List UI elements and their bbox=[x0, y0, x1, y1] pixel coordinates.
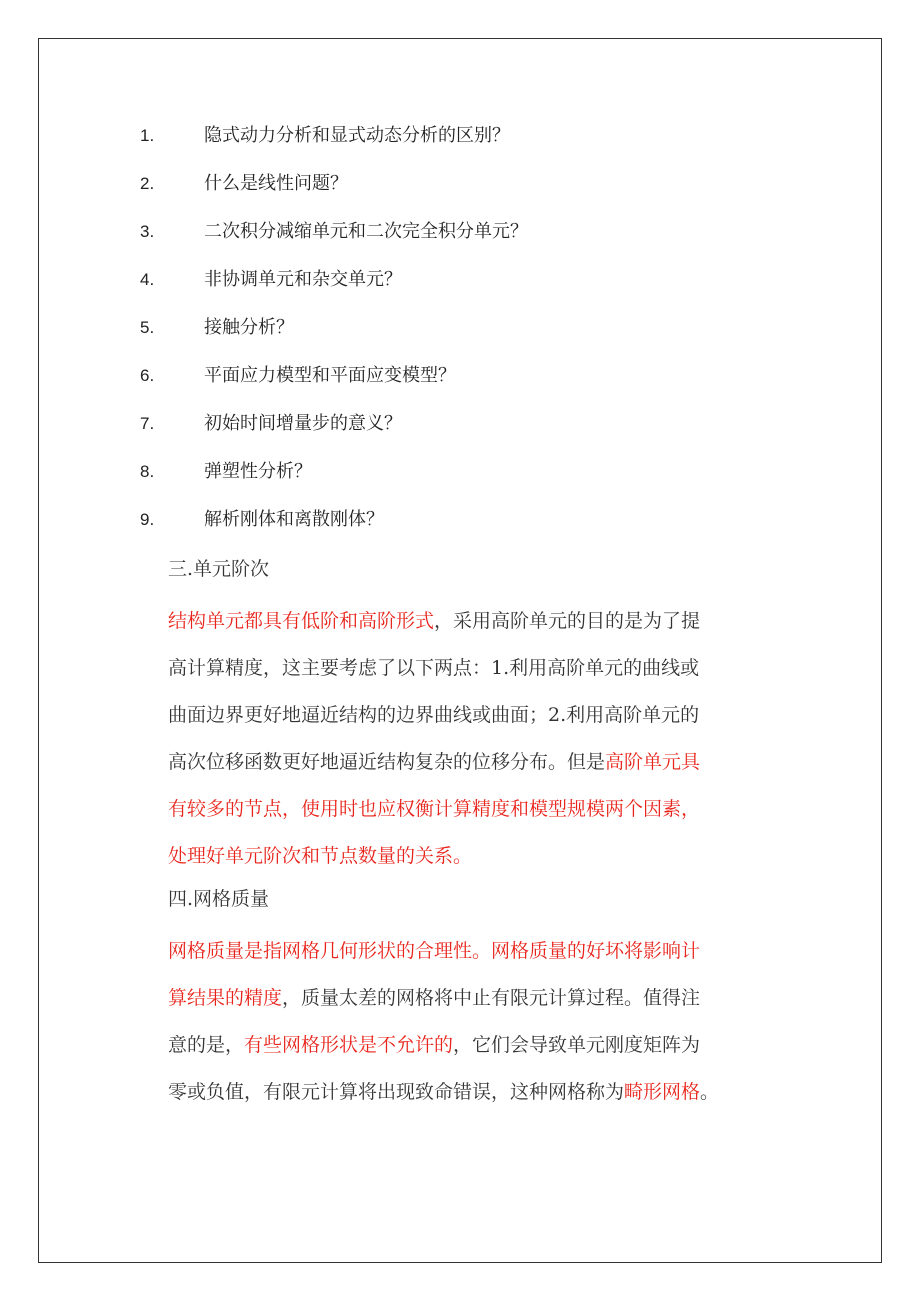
list-text: 接触分析？ bbox=[204, 317, 294, 338]
paragraph-line bbox=[168, 928, 788, 975]
body-content bbox=[168, 550, 788, 1116]
highlight-text: 高阶单元具 bbox=[605, 751, 701, 773]
body-text: ，质量太差的网格将中止有限元计算过程。值得注 bbox=[282, 987, 701, 1009]
paragraph-line bbox=[168, 1069, 788, 1116]
highlight-text: 畸形网格 bbox=[624, 1081, 701, 1103]
list-number: 3. bbox=[140, 222, 155, 241]
body-text: ，它们会导致单元刚度矩阵为 bbox=[453, 1034, 701, 1056]
paragraph-line bbox=[168, 692, 788, 739]
list-text: 什么是线性问题？ bbox=[204, 173, 348, 194]
paragraph-element-order bbox=[168, 598, 788, 880]
section-heading-element-order: 三.单元阶次 bbox=[168, 558, 270, 580]
paragraph-line bbox=[168, 645, 788, 692]
list-item bbox=[140, 502, 528, 550]
list-text: 弹塑性分析？ bbox=[204, 461, 312, 482]
list-item bbox=[140, 358, 528, 406]
body-text: 意的是， bbox=[168, 1034, 245, 1056]
body-text: 。 bbox=[700, 1081, 720, 1103]
body-text: 零或负值，有限元计算将出现致命错误，这种网格称为 bbox=[168, 1081, 625, 1103]
paragraph-line bbox=[168, 598, 788, 645]
body-text: ，采用高阶单元的目的是为了提 bbox=[434, 610, 701, 632]
list-item bbox=[140, 214, 528, 262]
list-text: 二次积分减缩单元和二次完全积分单元？ bbox=[204, 221, 528, 242]
list-item bbox=[140, 166, 528, 214]
list-number: 6. bbox=[140, 366, 155, 385]
body-text: 高次位移函数更好地逼近结构复杂的位移分布。但是 bbox=[168, 751, 606, 773]
paragraph-line bbox=[168, 833, 788, 880]
highlight-text: 网格质量是指网格几何形状的合理性。网格质量的好坏将影响计 bbox=[168, 940, 701, 962]
section-heading-mesh-quality: 四.网格质量 bbox=[168, 888, 270, 910]
list-number: 8. bbox=[140, 462, 155, 481]
question-list bbox=[140, 118, 528, 550]
highlight-text: 有些网格形状是不允许的 bbox=[244, 1034, 454, 1056]
paragraph-mesh-quality bbox=[168, 928, 788, 1116]
list-number: 9. bbox=[140, 510, 155, 529]
list-number: 7. bbox=[140, 414, 155, 433]
paragraph-line bbox=[168, 786, 788, 833]
highlight-text: 结构单元都具有低阶和高阶形式 bbox=[168, 610, 435, 632]
list-number: 1. bbox=[140, 126, 155, 145]
body-text: 高计算精度，这主要考虑了以下两点：1.利用高阶单元的曲线或 bbox=[168, 657, 700, 679]
list-item bbox=[140, 454, 528, 502]
list-number: 5. bbox=[140, 318, 155, 337]
list-text: 初始时间增量步的意义？ bbox=[204, 413, 402, 434]
list-text: 解析刚体和离散刚体？ bbox=[204, 509, 384, 530]
list-item bbox=[140, 310, 528, 358]
list-number: 2. bbox=[140, 174, 155, 193]
list-text: 隐式动力分析和显式动态分析的区别？ bbox=[204, 125, 510, 146]
list-item bbox=[140, 118, 528, 166]
highlight-text: 算结果的精度 bbox=[168, 987, 283, 1009]
list-item bbox=[140, 262, 528, 310]
list-text: 平面应力模型和平面应变模型？ bbox=[204, 365, 456, 386]
list-text: 非协调单元和杂交单元？ bbox=[204, 269, 402, 290]
highlight-text: 处理好单元阶次和节点数量的关系。 bbox=[168, 845, 473, 867]
list-item bbox=[140, 406, 528, 454]
highlight-text: 有较多的节点，使用时也应权衡计算精度和模型规模两个因素， bbox=[168, 798, 701, 820]
paragraph-line bbox=[168, 1022, 788, 1069]
paragraph-line bbox=[168, 739, 788, 786]
body-text: 曲面边界更好地逼近结构的边界曲线或曲面；2.利用高阶单元的 bbox=[168, 704, 700, 726]
paragraph-line bbox=[168, 975, 788, 1022]
list-number: 4. bbox=[140, 270, 155, 289]
